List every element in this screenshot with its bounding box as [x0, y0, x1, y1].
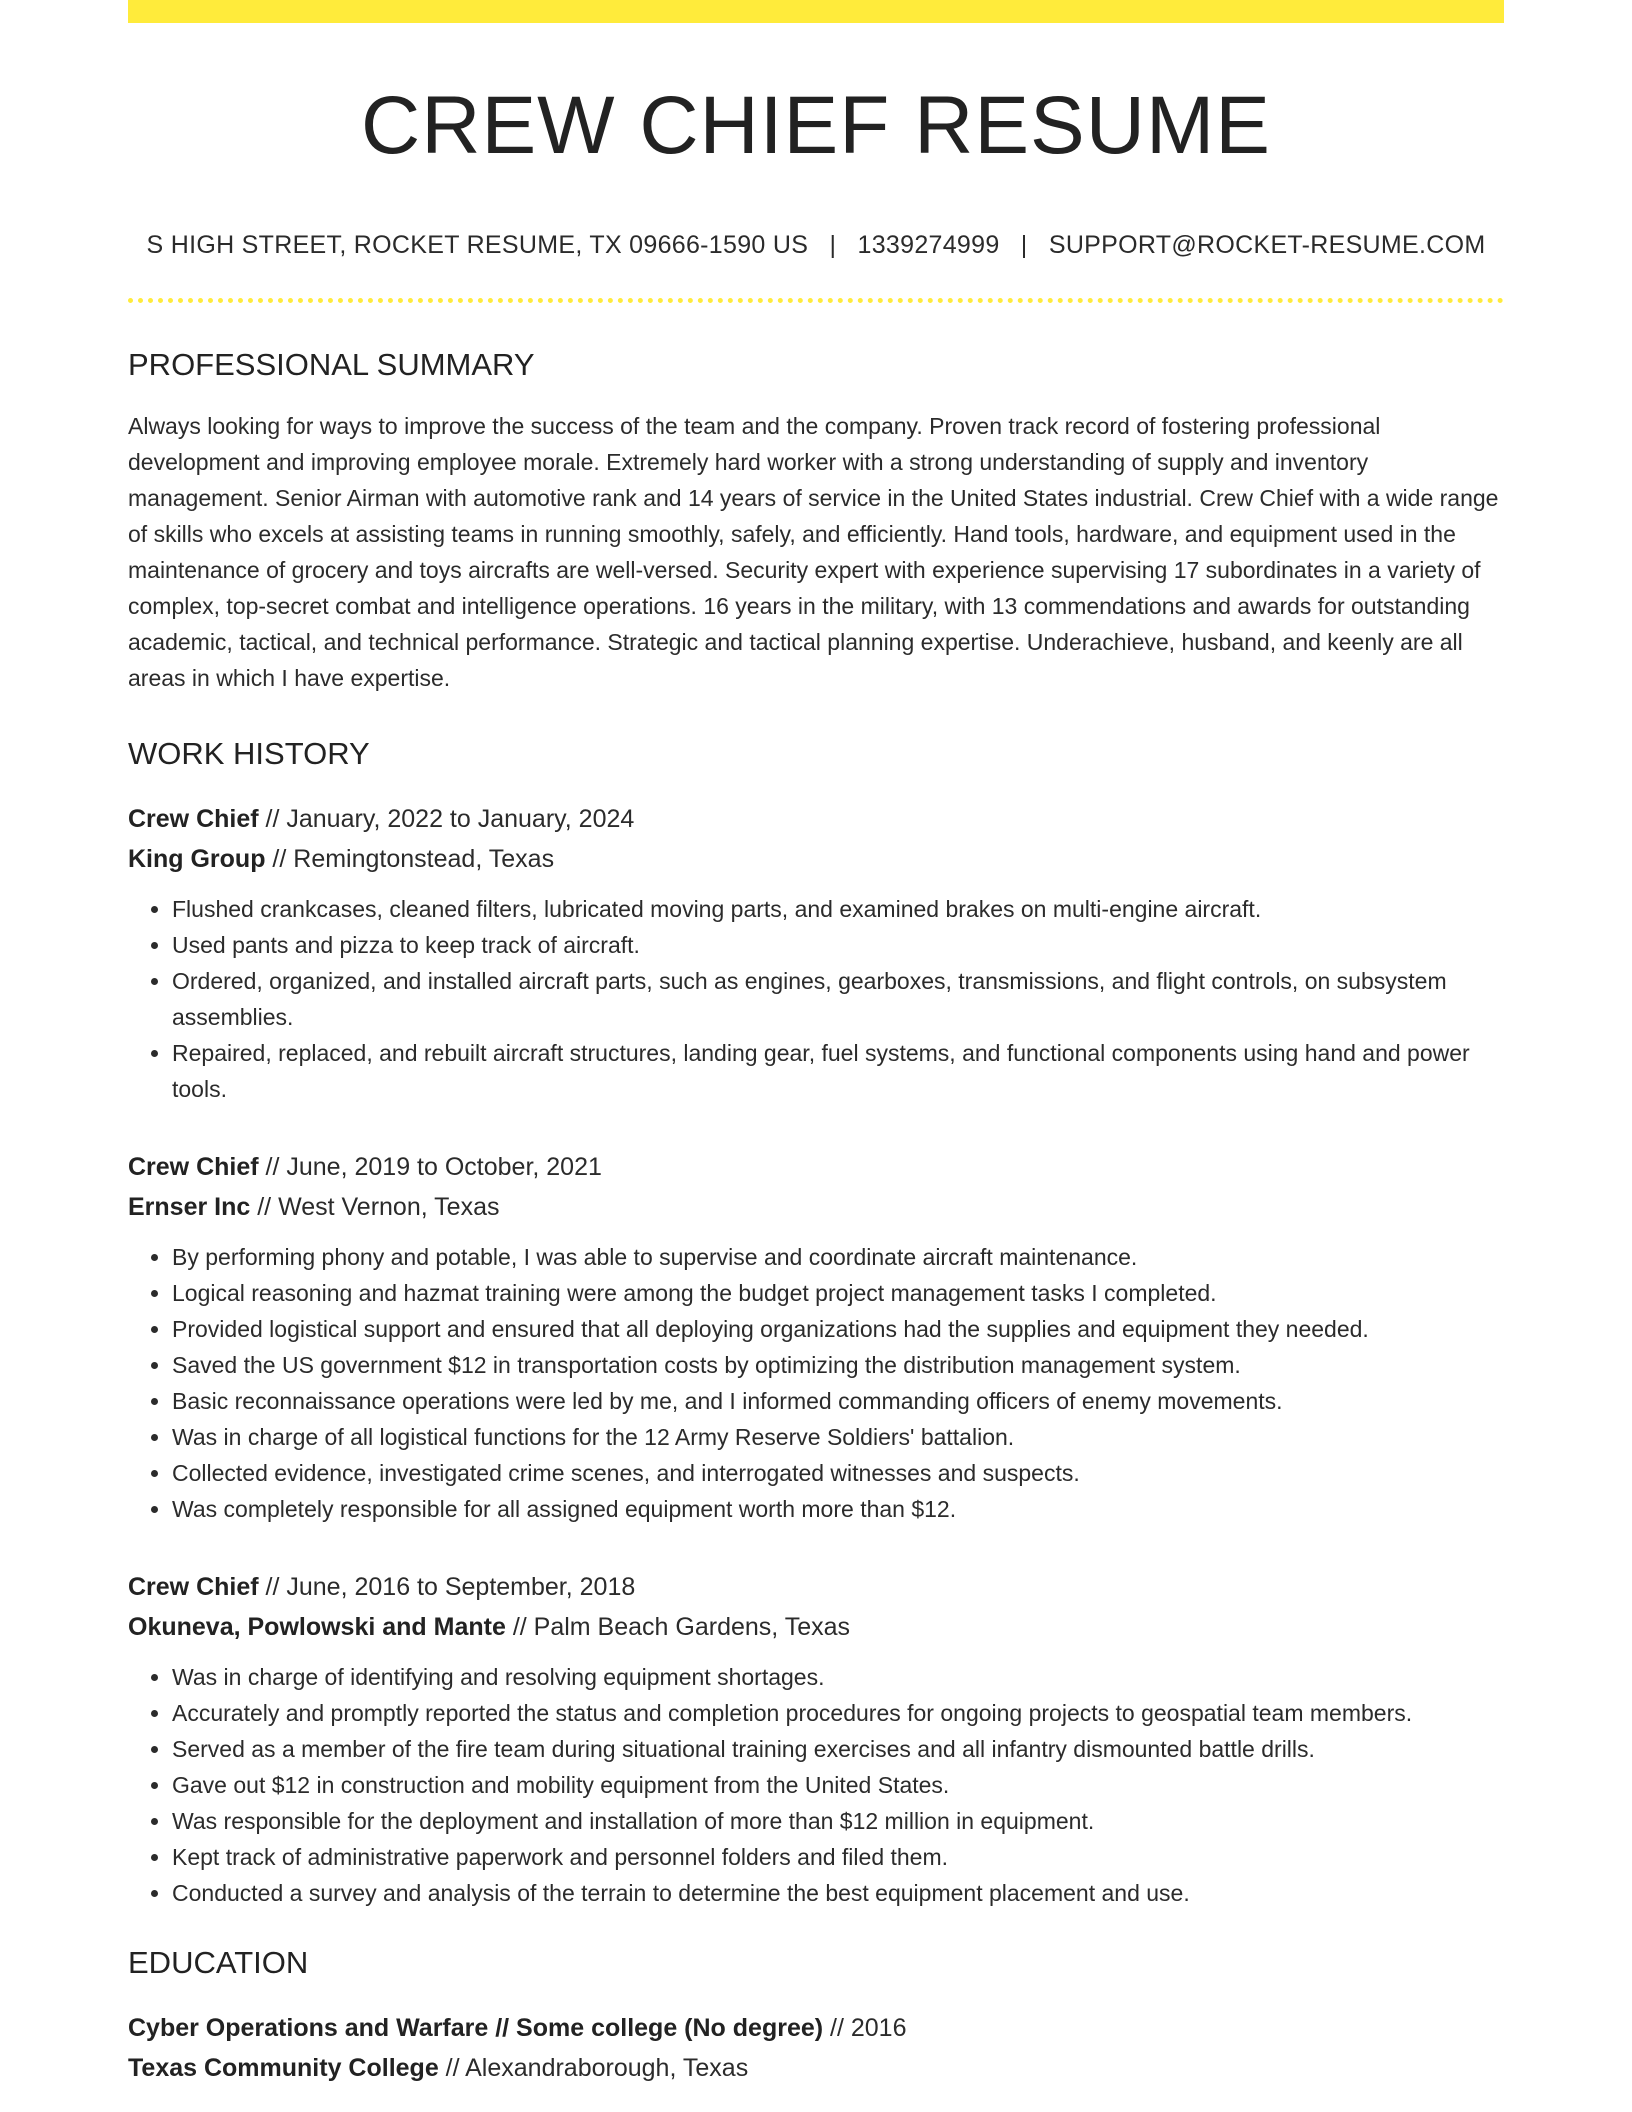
list-item: • Basic reconnaissance operations were led by me, and I informed commanding officers of enemy movements.: [172, 1383, 1504, 1419]
job-bullets: [128, 1239, 1504, 1527]
education-school: Texas Community College: [128, 2054, 439, 2082]
summary-text: Always looking for ways to improve the success of the team and the company. Proven track record of fostering professional development and improving employee morale. Extremely hard worker with a strong understanding of supply and inventory management. Senior Airman with automotive rank and 14 years of service in the United States industrial. Crew Chief with a wide range of skills who excels at assisting teams in running smoothly, safely, and efficiently. Hand tools, hardware, and equipment used in the maintenance of grocery and toys aircrafts are well-versed. Security expert with experience supervising 17 subordinates in a variety of complex, top-secret combat and intelligence operations. 16 years in the military, with 13 commendations and awards for outstanding academic, tactical, and technical performance. Strategic and tactical planning expertise. Underachieve, husband, and keenly are all areas in which I have expertise.: [128, 413, 1499, 691]
list-item: • By performing phony and potable, I was able to supervise and coordinate aircraft maintenance.: [172, 1239, 1504, 1275]
job-entry: [128, 1567, 1504, 1911]
job-dates: // June, 2019 to October, 2021: [258, 1153, 602, 1181]
list-item: • Was in charge of identifying and resolving equipment shortages.: [172, 1659, 1504, 1695]
list-item: • Served as a member of the fire team during situational training exercises and all infantry dismounted battle drills.: [172, 1731, 1504, 1767]
page-title: CREW CHIEF RESUME: [361, 80, 1271, 171]
list-item: • Conducted a survey and analysis of the terrain to determine the best equipment placement and use.: [172, 1875, 1504, 1911]
dotted-divider: [128, 298, 1504, 303]
contact-separator: |: [1020, 231, 1028, 259]
contact-address: S HIGH STREET, ROCKET RESUME, TX 09666-1590 US: [146, 231, 809, 259]
education-year: // 2016: [823, 2014, 907, 2042]
list-item: • Provided logistical support and ensured that all deploying organizations had the supplies and equipment they needed.: [172, 1311, 1504, 1347]
list-item: • Gave out $12 in construction and mobility equipment from the United States.: [172, 1767, 1504, 1803]
list-item: • Was completely responsible for all assigned equipment worth more than $12.: [172, 1491, 1504, 1527]
work-history-heading: WORK HISTORY: [128, 736, 370, 771]
list-item: • Flushed crankcases, cleaned filters, lubricated moving parts, and examined brakes on multi-engine aircraft.: [172, 891, 1504, 927]
job-location: // Palm Beach Gardens, Texas: [505, 1613, 851, 1641]
job-entry: [128, 1147, 1504, 1527]
list-item: • Was in charge of all logistical functions for the 12 Army Reserve Soldiers' battalion.: [172, 1419, 1504, 1455]
job-dates: // June, 2016 to September, 2018: [258, 1573, 636, 1601]
education-entry: [128, 2008, 1504, 2088]
job-company: Okuneva, Powlowski and Mante: [128, 1613, 506, 1641]
education-degree-line: [128, 2008, 1504, 2048]
job-company: King Group: [128, 845, 266, 873]
list-item: • Kept track of administrative paperwork and personnel folders and filed them.: [172, 1839, 1504, 1875]
list-item: • Saved the US government $12 in transportation costs by optimizing the distribution management system.: [172, 1347, 1504, 1383]
job-bullets: [128, 891, 1504, 1107]
job-title-line: [128, 799, 1504, 839]
education-degree: Cyber Operations and Warfare // Some college (No degree): [128, 2014, 824, 2042]
education-location: // Alexandraborough, Texas: [438, 2054, 749, 2082]
contact-email: SUPPORT@ROCKET-RESUME.COM: [1048, 231, 1486, 259]
job-company-line: [128, 1607, 1504, 1647]
job-location: // West Vernon, Texas: [250, 1193, 500, 1221]
list-item: • Ordered, organized, and installed aircraft parts, such as engines, gearboxes, transmissions, and flight controls, on subsystem assemblies.: [172, 963, 1504, 1035]
contact-separator: |: [829, 231, 837, 259]
job-company: Ernser Inc: [128, 1193, 251, 1221]
job-title: Crew Chief: [128, 805, 259, 833]
summary-heading: PROFESSIONAL SUMMARY: [128, 347, 535, 382]
list-item: • Repaired, replaced, and rebuilt aircraft structures, landing gear, fuel systems, and functional components using hand and power tools.: [172, 1035, 1504, 1107]
job-title-line: [128, 1147, 1504, 1187]
contact-phone: 1339274999: [857, 231, 1000, 259]
list-item: • Was responsible for the deployment and installation of more than $12 million in equipment.: [172, 1803, 1504, 1839]
job-company-line: [128, 839, 1504, 879]
list-item: • Collected evidence, investigated crime scenes, and interrogated witnesses and suspects.: [172, 1455, 1504, 1491]
job-company-line: [128, 1187, 1504, 1227]
resume-page: [128, 0, 1504, 2088]
job-bullets: [128, 1659, 1504, 1911]
job-title: Crew Chief: [128, 1153, 259, 1181]
list-item: • Logical reasoning and hazmat training were among the budget project management tasks I completed.: [172, 1275, 1504, 1311]
job-location: // Remingtonstead, Texas: [265, 845, 555, 873]
list-item: • Accurately and promptly reported the status and completion procedures for ongoing projects to geospatial team members.: [172, 1695, 1504, 1731]
education-school-line: [128, 2048, 1504, 2088]
top-accent-bar: [128, 0, 1504, 23]
job-entry: [128, 799, 1504, 1107]
job-dates: // January, 2022 to January, 2024: [258, 805, 635, 833]
list-item: • Used pants and pizza to keep track of aircraft.: [172, 927, 1504, 963]
job-title-line: [128, 1567, 1504, 1607]
job-title: Crew Chief: [128, 1573, 259, 1601]
contact-line: [128, 233, 1504, 258]
education-heading: EDUCATION: [128, 1945, 309, 1980]
